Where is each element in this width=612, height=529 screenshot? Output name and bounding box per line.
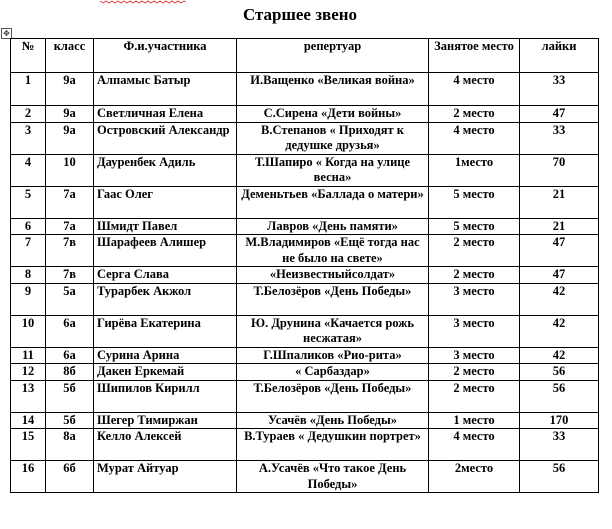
cell-likes: 42: [520, 315, 599, 347]
cell-likes: 42: [520, 347, 599, 364]
cell-num: 8: [11, 267, 46, 284]
cell-likes: 56: [520, 364, 599, 381]
table-row: [11, 218, 599, 235]
table-row: [11, 364, 599, 381]
cell-repertoire: В.Тураев « Дедушкин портрет»: [237, 429, 429, 461]
table-row: [11, 347, 599, 364]
table-row: [11, 73, 599, 106]
cell-num: 16: [11, 461, 46, 493]
cell-likes: 21: [520, 218, 599, 235]
cell-repertoire: «Неизвестныйсолдат»: [237, 267, 429, 284]
cell-class: 10: [46, 154, 94, 186]
cell-num: 9: [11, 283, 46, 315]
cell-likes: 47: [520, 106, 599, 123]
cell-place: 2 место: [429, 364, 520, 381]
cell-class: 7а: [46, 186, 94, 218]
cell-class: 9а: [46, 73, 94, 106]
cell-num: 3: [11, 122, 46, 154]
cell-num: 13: [11, 380, 46, 412]
cell-name: Мурат Айтуар: [94, 461, 237, 493]
cell-place: 5 место: [429, 186, 520, 218]
cell-name: Светличная Елена: [94, 106, 237, 123]
cell-name: Шмидт Павел: [94, 218, 237, 235]
cell-name: Шипилов Кирилл: [94, 380, 237, 412]
header-likes: лайки: [520, 39, 599, 73]
cell-repertoire: И.Ващенко «Великая война»: [237, 73, 429, 106]
cell-place: 1 место: [429, 412, 520, 429]
cell-class: 6б: [46, 461, 94, 493]
cell-num: 2: [11, 106, 46, 123]
cell-class: 7в: [46, 235, 94, 267]
cell-name: Келло Алексей: [94, 429, 237, 461]
cell-name: Серга Слава: [94, 267, 237, 284]
header-num: №: [11, 39, 46, 73]
cell-num: 6: [11, 218, 46, 235]
cell-repertoire: В.Степанов « Приходят к дедушке друзья»: [237, 122, 429, 154]
cell-class: 6а: [46, 347, 94, 364]
cell-name: Алпамыс Батыр: [94, 73, 237, 106]
cell-place: 4 место: [429, 429, 520, 461]
cell-place: 3 место: [429, 315, 520, 347]
cell-name: Сурина Арина: [94, 347, 237, 364]
cell-place: 4 место: [429, 122, 520, 154]
cell-repertoire: « Сарбаздар»: [237, 364, 429, 381]
cell-place: 5 место: [429, 218, 520, 235]
cell-name: Дауренбек Адиль: [94, 154, 237, 186]
cell-class: 6а: [46, 315, 94, 347]
cell-likes: 47: [520, 267, 599, 284]
cell-repertoire: Ю. Друнина «Качается рожь несжатая»: [237, 315, 429, 347]
cell-class: 5б: [46, 380, 94, 412]
cell-likes: 56: [520, 461, 599, 493]
table-header-row: [11, 39, 599, 73]
cell-place: 2место: [429, 461, 520, 493]
cell-repertoire: Усачёв «День Победы»: [237, 412, 429, 429]
cell-num: 4: [11, 154, 46, 186]
cell-name: Островский Александр: [94, 122, 237, 154]
table-row: [11, 315, 599, 347]
cell-repertoire: Т.Белозёров «День Победы»: [237, 283, 429, 315]
header-repertoire: репертуар: [237, 39, 429, 73]
cell-repertoire: Деменьтьев «Баллада о матери»: [237, 186, 429, 218]
cell-likes: 47: [520, 235, 599, 267]
cell-repertoire: М.Владимиров «Ещё тогда нас не было на свете»: [237, 235, 429, 267]
cell-class: 8б: [46, 364, 94, 381]
cell-repertoire: Т.Белозёров «День Победы»: [237, 380, 429, 412]
cell-repertoire: Лавров «День памяти»: [237, 218, 429, 235]
table-row: [11, 412, 599, 429]
cell-name: Дакен Еркемай: [94, 364, 237, 381]
cell-num: 5: [11, 186, 46, 218]
cell-place: 2 место: [429, 106, 520, 123]
cell-repertoire: Г.Шпаликов «Рио-рита»: [237, 347, 429, 364]
cell-place: 4 место: [429, 73, 520, 106]
cell-likes: 33: [520, 73, 599, 106]
cell-class: 8а: [46, 429, 94, 461]
cell-place: 2 место: [429, 380, 520, 412]
cell-num: 7: [11, 235, 46, 267]
cell-num: 15: [11, 429, 46, 461]
table-row: [11, 235, 599, 267]
cell-class: 9а: [46, 106, 94, 123]
cell-name: Шегер Тимиржан: [94, 412, 237, 429]
table-row: [11, 380, 599, 412]
cell-num: 11: [11, 347, 46, 364]
table-row: [11, 106, 599, 123]
cell-class: 7а: [46, 218, 94, 235]
cell-class: 5б: [46, 412, 94, 429]
cell-class: 7в: [46, 267, 94, 284]
cell-place: 3 место: [429, 347, 520, 364]
cell-num: 12: [11, 364, 46, 381]
spellcheck-squiggle: [100, 0, 186, 4]
cell-class: 9а: [46, 122, 94, 154]
table-row: [11, 429, 599, 461]
cell-likes: 33: [520, 429, 599, 461]
cell-name: Турарбек Акжол: [94, 283, 237, 315]
cell-place: 3 место: [429, 283, 520, 315]
table-row: [11, 154, 599, 186]
cell-num: 1: [11, 73, 46, 106]
cell-num: 14: [11, 412, 46, 429]
cell-likes: 33: [520, 122, 599, 154]
cell-repertoire: А.Усачёв «Что такое День Победы»: [237, 461, 429, 493]
cell-likes: 42: [520, 283, 599, 315]
table-row: [11, 461, 599, 493]
cell-likes: 170: [520, 412, 599, 429]
cell-name: Гаас Олег: [94, 186, 237, 218]
cell-likes: 56: [520, 380, 599, 412]
table-row: [11, 267, 599, 284]
cell-likes: 70: [520, 154, 599, 186]
cell-class: 5а: [46, 283, 94, 315]
results-table: [10, 38, 599, 493]
header-name: Ф.и.участника: [94, 39, 237, 73]
table-row: [11, 122, 599, 154]
page-title: Старшее звено: [242, 5, 358, 24]
cell-name: Гирёва Екатерина: [94, 315, 237, 347]
table-row: [11, 283, 599, 315]
header-class: класс: [46, 39, 94, 73]
cell-name: Шарафеев Алишер: [94, 235, 237, 267]
cell-place: 2 место: [429, 267, 520, 284]
header-place: Занятое место: [429, 39, 520, 73]
cell-num: 10: [11, 315, 46, 347]
cell-likes: 21: [520, 186, 599, 218]
table-row: [11, 186, 599, 218]
cell-place: 1место: [429, 154, 520, 186]
cell-place: 2 место: [429, 235, 520, 267]
table-move-handle-icon[interactable]: ✥: [1, 28, 12, 39]
cell-repertoire: С.Сирена «Дети войны»: [237, 106, 429, 123]
cell-repertoire: Т.Шапиро « Когда на улице весна»: [237, 154, 429, 186]
